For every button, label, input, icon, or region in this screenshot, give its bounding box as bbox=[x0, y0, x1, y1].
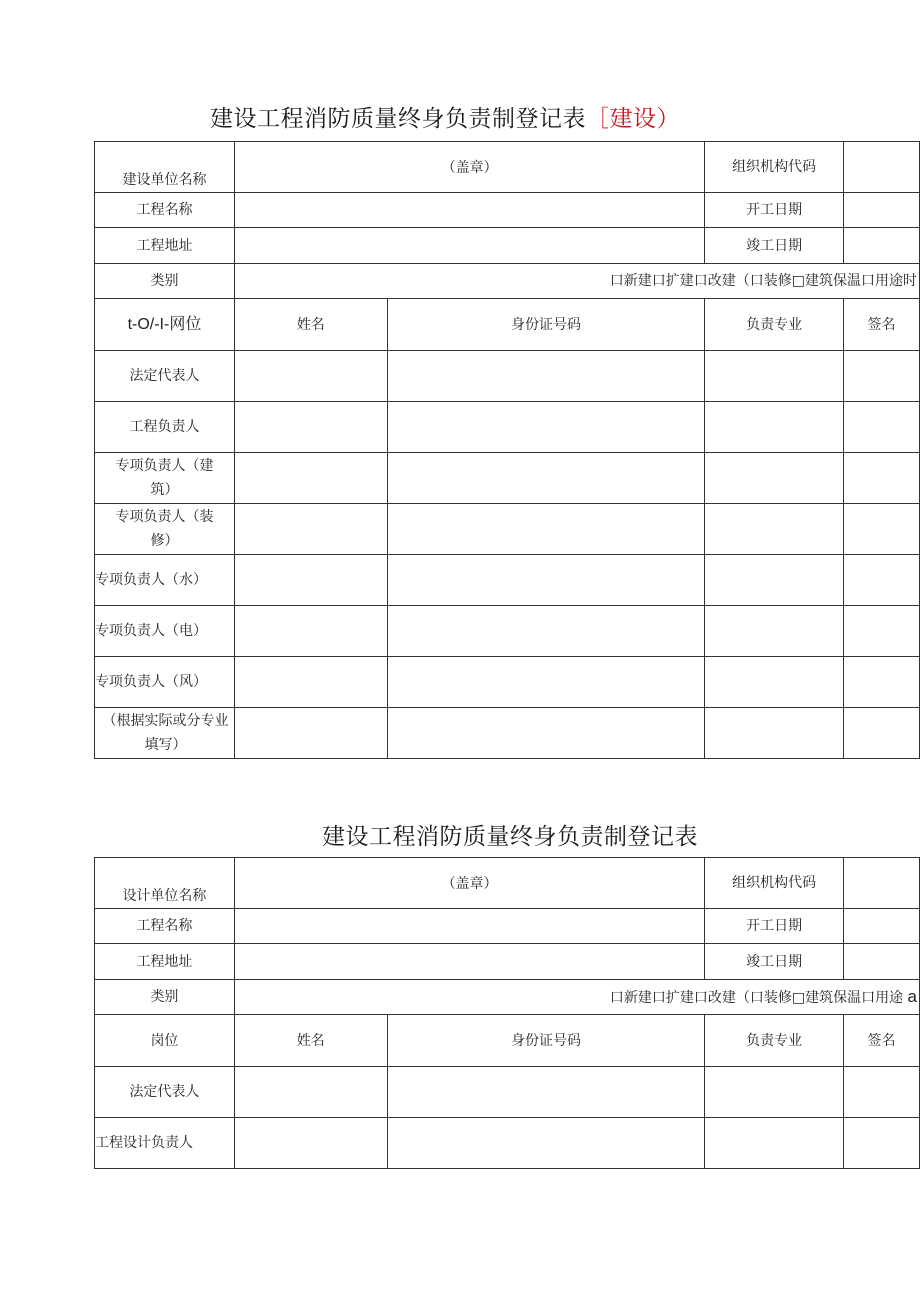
name-cell[interactable] bbox=[234, 1118, 387, 1169]
table-row bbox=[95, 606, 920, 657]
header-id-number: 身份证号码 bbox=[387, 299, 705, 351]
form1-header-row bbox=[95, 299, 920, 351]
category-tail: a bbox=[907, 986, 917, 1006]
category-label: 类别 bbox=[95, 264, 235, 299]
org-code-label: 组织机构代码 bbox=[705, 142, 844, 193]
role-label: 专项负责人（建筑） bbox=[95, 453, 235, 504]
specialty-cell[interactable] bbox=[705, 1067, 844, 1118]
signature-cell[interactable] bbox=[844, 1067, 920, 1118]
signature-cell[interactable] bbox=[844, 453, 920, 504]
role-label: 法定代表人 bbox=[95, 1067, 235, 1118]
table-row bbox=[95, 504, 920, 555]
project-name-label: 工程名称 bbox=[95, 909, 235, 944]
signature-cell[interactable] bbox=[844, 606, 920, 657]
id-cell[interactable] bbox=[387, 555, 705, 606]
form1-table bbox=[94, 141, 920, 759]
org-code-field[interactable] bbox=[844, 858, 920, 909]
org-code-label: 组织机构代码 bbox=[705, 858, 844, 909]
name-cell[interactable] bbox=[234, 402, 387, 453]
form1-row-unit bbox=[95, 142, 920, 193]
end-date-label: 竣工日期 bbox=[705, 944, 844, 980]
signature-cell[interactable] bbox=[844, 504, 920, 555]
id-cell[interactable] bbox=[387, 1067, 705, 1118]
table-row bbox=[95, 351, 920, 402]
signature-cell[interactable] bbox=[844, 1118, 920, 1169]
end-date-field[interactable] bbox=[844, 944, 920, 980]
header-specialty: 负责专业 bbox=[705, 1015, 844, 1067]
table-row bbox=[95, 657, 920, 708]
role-label: 专项负责人（风） bbox=[95, 657, 235, 708]
role-label: 工程设计负责人 bbox=[95, 1118, 235, 1169]
id-cell[interactable] bbox=[387, 1118, 705, 1169]
specialty-cell[interactable] bbox=[705, 351, 844, 402]
form2-row-address bbox=[95, 944, 920, 980]
form2-title: 建设工程消防质量终身负责制登记表 bbox=[322, 824, 698, 850]
seal-field[interactable]: （盖章） bbox=[234, 858, 704, 909]
header-specialty: 负责专业 bbox=[705, 299, 844, 351]
address-label: 工程地址 bbox=[95, 944, 235, 980]
form1-row-project bbox=[95, 193, 920, 228]
form2-header-row bbox=[95, 1015, 920, 1067]
project-name-label: 工程名称 bbox=[95, 193, 235, 228]
form2-table bbox=[94, 857, 920, 1169]
category-options-text: 口新建口扩建口改建（口装修□建筑保温口用途 bbox=[609, 989, 904, 1006]
role-label: （根据实际或分专业填写） bbox=[95, 708, 235, 759]
header-name: 姓名 bbox=[234, 1015, 387, 1067]
role-label: 法定代表人 bbox=[95, 351, 235, 402]
header-position: t-O/-I-网位 bbox=[95, 299, 235, 351]
org-code-field[interactable] bbox=[844, 142, 920, 193]
address-field[interactable] bbox=[234, 228, 704, 264]
form1-row-address bbox=[95, 228, 920, 264]
specialty-cell[interactable] bbox=[705, 606, 844, 657]
name-cell[interactable] bbox=[234, 453, 387, 504]
form2-row-unit bbox=[95, 858, 920, 909]
form1-title bbox=[210, 100, 680, 133]
start-date-label: 开工日期 bbox=[705, 193, 844, 228]
specialty-cell[interactable] bbox=[705, 555, 844, 606]
end-date-label: 竣工日期 bbox=[705, 228, 844, 264]
id-cell[interactable] bbox=[387, 402, 705, 453]
name-cell[interactable] bbox=[234, 708, 387, 759]
header-position: 岗位 bbox=[95, 1015, 235, 1067]
category-label: 类别 bbox=[95, 980, 235, 1015]
category-options[interactable]: 口新建口扩建口改建（口装修□建筑保温口用途时 bbox=[234, 264, 919, 299]
specialty-cell[interactable] bbox=[705, 402, 844, 453]
specialty-cell[interactable] bbox=[705, 453, 844, 504]
signature-cell[interactable] bbox=[844, 708, 920, 759]
role-label: 专项负责人（电） bbox=[95, 606, 235, 657]
signature-cell[interactable] bbox=[844, 402, 920, 453]
unit-name-label: 设计单位名称 bbox=[95, 858, 235, 909]
form1-title-text: 建设工程消防质量终身负责制登记表 bbox=[210, 106, 586, 132]
id-cell[interactable] bbox=[387, 453, 705, 504]
id-cell[interactable] bbox=[387, 351, 705, 402]
header-id-number: 身份证号码 bbox=[387, 1015, 705, 1067]
header-name: 姓名 bbox=[234, 299, 387, 351]
address-field[interactable] bbox=[234, 944, 704, 980]
name-cell[interactable] bbox=[234, 555, 387, 606]
table-row bbox=[95, 1118, 920, 1169]
header-signature: 签名 bbox=[844, 299, 920, 351]
signature-cell[interactable] bbox=[844, 351, 920, 402]
specialty-cell[interactable] bbox=[705, 708, 844, 759]
name-cell[interactable] bbox=[234, 657, 387, 708]
table-row bbox=[95, 402, 920, 453]
role-label: 专项负责人（水） bbox=[95, 555, 235, 606]
id-cell[interactable] bbox=[387, 504, 705, 555]
project-name-field[interactable] bbox=[234, 909, 704, 944]
start-date-field[interactable] bbox=[844, 909, 920, 944]
id-cell[interactable] bbox=[387, 606, 705, 657]
project-name-field[interactable] bbox=[234, 193, 704, 228]
table-row bbox=[95, 1067, 920, 1118]
unit-name-label: 建设单位名称 bbox=[95, 142, 235, 193]
start-date-label: 开工日期 bbox=[705, 909, 844, 944]
specialty-cell[interactable] bbox=[705, 1118, 844, 1169]
header-signature: 签名 bbox=[844, 1015, 920, 1067]
specialty-cell[interactable] bbox=[705, 504, 844, 555]
seal-field[interactable]: （盖章） bbox=[234, 142, 704, 193]
table-row bbox=[95, 453, 920, 504]
form2-row-project bbox=[95, 909, 920, 944]
id-cell[interactable] bbox=[387, 657, 705, 708]
signature-cell[interactable] bbox=[844, 657, 920, 708]
table-row bbox=[95, 555, 920, 606]
id-cell[interactable] bbox=[387, 708, 705, 759]
end-date-field[interactable] bbox=[844, 228, 920, 264]
name-cell[interactable] bbox=[234, 606, 387, 657]
category-options[interactable] bbox=[234, 980, 919, 1015]
specialty-cell[interactable] bbox=[705, 657, 844, 708]
start-date-field[interactable] bbox=[844, 193, 920, 228]
form1-row-category bbox=[95, 264, 920, 299]
role-label: 专项负责人（装修） bbox=[95, 504, 235, 555]
form2-row-category bbox=[95, 980, 920, 1015]
table-row bbox=[95, 708, 920, 759]
role-label: 工程负责人 bbox=[95, 402, 235, 453]
signature-cell[interactable] bbox=[844, 555, 920, 606]
name-cell[interactable] bbox=[234, 504, 387, 555]
name-cell[interactable] bbox=[234, 351, 387, 402]
name-cell[interactable] bbox=[234, 1067, 387, 1118]
address-label: 工程地址 bbox=[95, 228, 235, 264]
form1-title-suffix: ［建设） bbox=[586, 106, 680, 132]
